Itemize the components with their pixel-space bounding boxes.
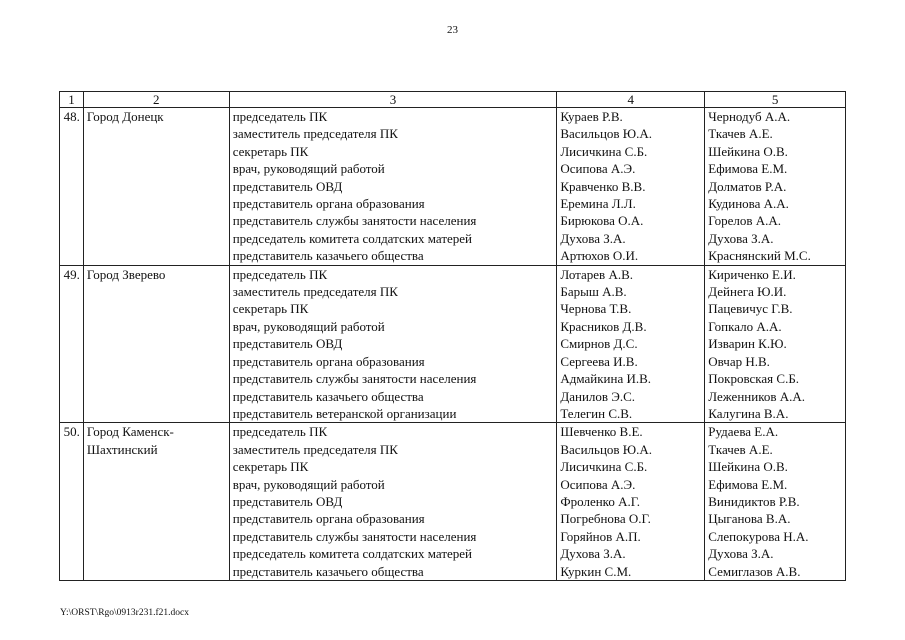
column-header-3: 3 xyxy=(229,92,557,108)
role-line: представитель органа образования xyxy=(232,353,425,369)
member-list xyxy=(557,423,705,581)
reserve-list xyxy=(705,423,846,581)
role-line: председатель комитета солдатских матерей xyxy=(232,230,472,246)
reserve-name: Гопкало А.А. xyxy=(708,318,782,334)
reserve-name: Чернодуб А.А. xyxy=(708,109,791,124)
member-name: Фроленко А.Г. xyxy=(560,493,641,509)
row-number: 48. xyxy=(60,108,84,266)
city-name xyxy=(83,108,229,266)
role-line: представитель службы занятости населения xyxy=(232,528,477,544)
reserve-name: Кириченко Е.И. xyxy=(708,266,796,282)
reserve-name: Рудаева Е.А. xyxy=(708,424,779,440)
member-name: Шевченко В.Е. xyxy=(560,424,643,440)
city-name xyxy=(83,265,229,423)
reserve-name: Кудинова А.А. xyxy=(708,196,789,212)
role-list xyxy=(229,265,557,423)
role-line: представитель службы занятости населения xyxy=(232,371,477,387)
member-name: Осипова А.Э. xyxy=(560,476,636,492)
role-line: представитель казачьего общества xyxy=(232,388,424,404)
member-name: Горяйнов А.П. xyxy=(560,528,641,544)
role-line: представитель органа образования xyxy=(232,196,425,212)
row-number: 50. xyxy=(60,423,84,581)
role-line: представитель казачьего общества xyxy=(232,563,424,579)
role-list xyxy=(229,108,557,266)
member-list xyxy=(557,265,705,423)
member-name: Чернова Т.В. xyxy=(560,301,632,317)
reserve-name: Шейкина О.В. xyxy=(708,459,788,475)
role-line: секретарь ПК xyxy=(232,301,309,317)
member-name: Адмайкина И.В. xyxy=(560,371,652,387)
role-line: представитель казачьего общества xyxy=(232,248,424,264)
role-line: представитель ветеранской организации xyxy=(232,405,457,421)
reserve-name: Пацевичус Г.В. xyxy=(708,301,793,317)
city-name-text: Город Каменск-Шахтинский xyxy=(86,424,174,457)
role-list xyxy=(229,423,557,581)
reserve-name: Шейкина О.В. xyxy=(708,143,788,159)
member-name: Васильцов Ю.А. xyxy=(560,126,653,142)
city-name-text: Город Зверево xyxy=(86,266,166,282)
member-name: Артюхов О.И. xyxy=(560,248,639,264)
role-line: заместитель председателя ПК xyxy=(232,126,398,142)
member-name: Барыш А.В. xyxy=(560,284,627,300)
file-path-footer: Y:\ORST\Rgo\0913r231.f21.docx xyxy=(60,608,189,618)
table-row xyxy=(60,108,846,266)
role-line: председатель комитета солдатских матерей xyxy=(232,546,472,562)
column-header-1: 1 xyxy=(60,92,84,108)
role-line: врач, руководящий работой xyxy=(232,318,385,334)
reserve-name: Ткачев А.Е. xyxy=(708,441,773,457)
reserve-name: Покровская С.Б. xyxy=(708,371,800,387)
role-line: председатель ПК xyxy=(232,266,328,282)
member-name: Лисичкина С.Б. xyxy=(560,143,648,159)
reserve-name: Горелов А.А. xyxy=(708,213,782,229)
commission-roster-table xyxy=(59,91,846,581)
role-line: председатель ПК xyxy=(232,424,328,440)
member-name: Телегин С.В. xyxy=(560,405,633,421)
member-list xyxy=(557,108,705,266)
reserve-list xyxy=(705,265,846,423)
reserve-name: Семиглазов А.В. xyxy=(708,563,801,579)
member-name: Данилов Э.С. xyxy=(560,388,636,404)
reserve-name: Ефимова Е.М. xyxy=(708,161,788,177)
member-name: Погребнова О.Г. xyxy=(560,511,651,527)
member-name: Лисичкина С.Б. xyxy=(560,459,648,475)
reserve-name: Духова З.А. xyxy=(708,230,774,246)
reserve-name: Долматов Р.А. xyxy=(708,178,787,194)
role-line: секретарь ПК xyxy=(232,143,309,159)
city-name xyxy=(83,423,229,581)
reserve-name: Слепокурова Н.А. xyxy=(708,528,809,544)
reserve-name: Цыганова В.А. xyxy=(708,511,791,527)
member-name: Сергеева И.В. xyxy=(560,353,638,369)
column-header-2: 2 xyxy=(83,92,229,108)
city-name-text: Город Донецк xyxy=(86,109,164,124)
row-number: 49. xyxy=(60,265,84,423)
page-number: 23 xyxy=(447,24,458,36)
reserve-name: Ефимова Е.М. xyxy=(708,476,788,492)
role-line: врач, руководящий работой xyxy=(232,476,385,492)
reserve-list xyxy=(705,108,846,266)
role-line: врач, руководящий работой xyxy=(232,161,385,177)
role-line: представитель ОВД xyxy=(232,336,343,352)
table-row xyxy=(60,265,846,423)
table-header-row xyxy=(60,92,846,108)
member-name: Духова З.А. xyxy=(560,546,626,562)
reserve-name: Калугина В.А. xyxy=(708,405,789,421)
member-name: Еремина Л.Л. xyxy=(560,196,636,212)
role-line: представитель органа образования xyxy=(232,511,425,527)
role-line: представитель ОВД xyxy=(232,178,343,194)
column-header-4: 4 xyxy=(557,92,705,108)
member-name: Осипова А.Э. xyxy=(560,161,636,177)
role-line: представитель ОВД xyxy=(232,493,343,509)
role-line: секретарь ПК xyxy=(232,459,309,475)
member-name: Кравченко В.В. xyxy=(560,178,646,194)
reserve-name: Ткачев А.Е. xyxy=(708,126,773,142)
member-name: Лотарев А.В. xyxy=(560,266,634,282)
member-name: Духова З.А. xyxy=(560,230,626,246)
member-name: Куркин С.М. xyxy=(560,563,632,579)
member-name: Красников Д.В. xyxy=(560,318,647,334)
reserve-name: Краснянский М.С. xyxy=(708,248,811,264)
reserve-name: Овчар Н.В. xyxy=(708,353,770,369)
reserve-name: Духова З.А. xyxy=(708,546,774,562)
reserve-name: Изварин К.Ю. xyxy=(708,336,787,352)
column-header-5: 5 xyxy=(705,92,846,108)
member-name: Бирюкова О.А. xyxy=(560,213,644,229)
table-body xyxy=(60,108,846,581)
member-name: Кураев Р.В. xyxy=(560,109,623,124)
table-row xyxy=(60,423,846,581)
role-line: председатель ПК xyxy=(232,109,328,124)
reserve-name: Леженников А.А. xyxy=(708,388,806,404)
role-line: заместитель председателя ПК xyxy=(232,284,398,300)
reserve-name: Винидиктов Р.В. xyxy=(708,493,800,509)
member-name: Смирнов Д.С. xyxy=(560,336,638,352)
role-line: представитель службы занятости населения xyxy=(232,213,477,229)
reserve-name: Дейнега Ю.И. xyxy=(708,284,787,300)
member-name: Васильцов Ю.А. xyxy=(560,441,653,457)
role-line: заместитель председателя ПК xyxy=(232,441,398,457)
